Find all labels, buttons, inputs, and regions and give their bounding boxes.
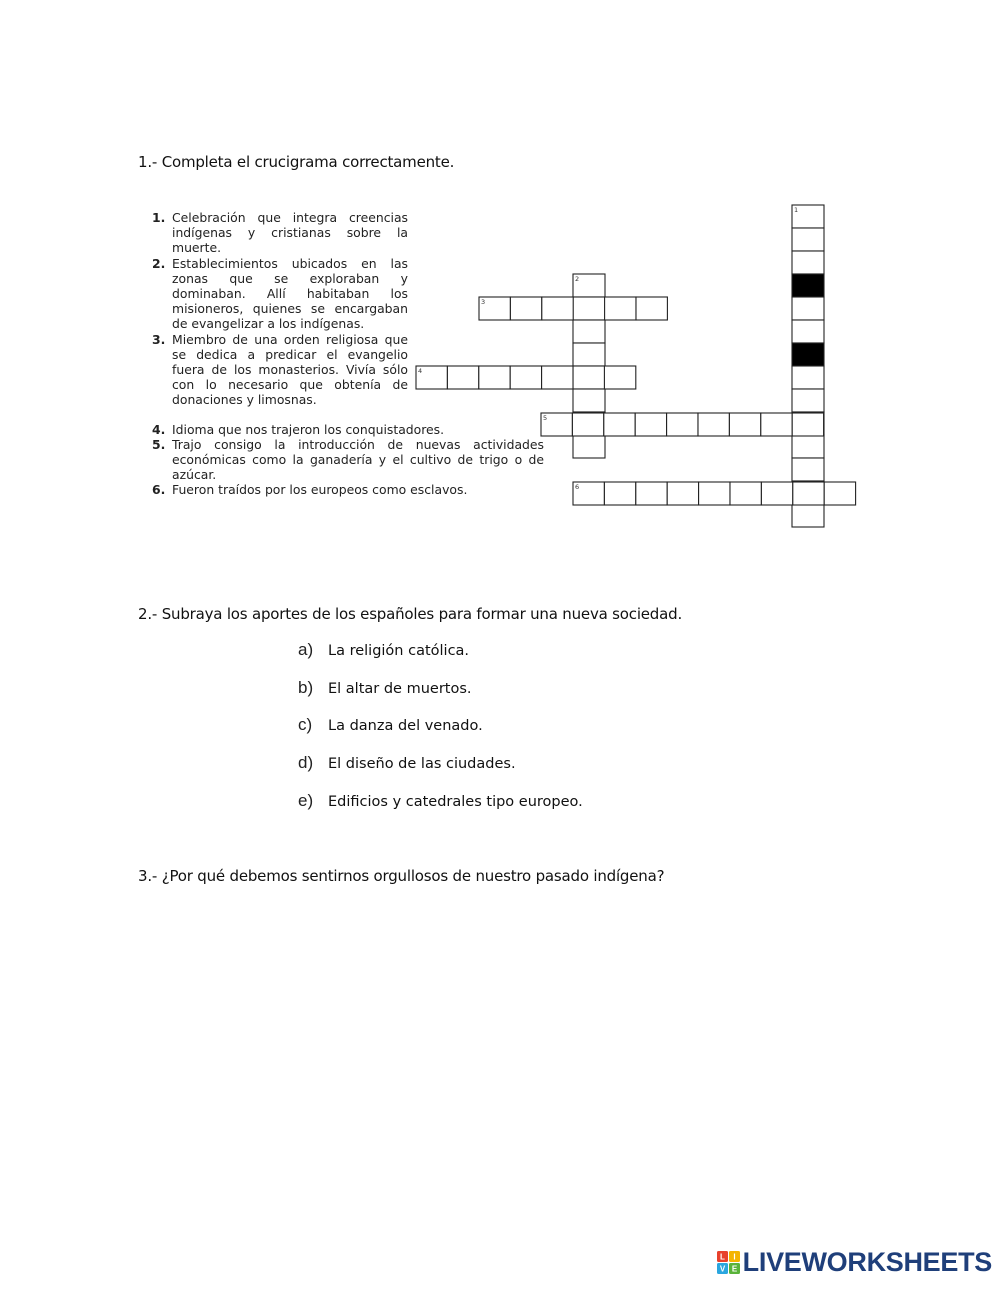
word-5-cell[interactable] (667, 413, 698, 436)
word-1-cell[interactable] (792, 228, 824, 251)
word-3-cell[interactable] (510, 297, 541, 320)
logo-letter: E (731, 1264, 737, 1273)
word-1-cell[interactable] (792, 366, 824, 389)
word-5-cell[interactable] (635, 413, 666, 436)
word-6-cell[interactable] (636, 482, 667, 505)
logo-letter: L (719, 1252, 725, 1261)
option-letter: b) (298, 677, 314, 697)
clue-number: 3. (152, 331, 166, 347)
option-b[interactable] (298, 678, 583, 716)
clue-text: Trajo consigo la introducción de nuevas actividades económicas como la ganadería y el cultivo de trigo o de azúcar. (172, 436, 544, 483)
word-6-cell[interactable] (730, 482, 761, 505)
crossword-number-3: 3 (481, 298, 486, 306)
crossword-number-1: 1 (794, 206, 799, 214)
word-1-cell[interactable] (792, 297, 824, 320)
crossword-number-4: 4 (418, 367, 423, 375)
crossword-number-5: 5 (543, 414, 548, 422)
clue-text: Miembro de una orden religiosa que se dedica a predicar el evangelio fuera de los monasterios. Vivía sólo con lo necesario que obtenía de donaciones y limosnas. (172, 331, 408, 408)
option-letter: c) (298, 715, 313, 735)
word-4-cell[interactable] (479, 366, 510, 389)
word-5-cell[interactable] (729, 413, 760, 436)
word-6-cell[interactable] (667, 482, 698, 505)
question-2-heading: 2.- Subraya los aportes de los españoles para formar una nueva sociedad. (138, 605, 683, 623)
clue-text: Establecimientos ubicados en las zonas que se exploraban y dominaban. Allí habitaban los misioneros, quienes se encargaban de evangelizar a los indígenas. (172, 255, 408, 332)
option-e[interactable] (298, 791, 583, 829)
clue-number: 1. (152, 210, 166, 225)
word-5-cell[interactable] (698, 413, 729, 436)
option-text[interactable]: Edificios y catedrales tipo europeo. (328, 793, 583, 810)
word-4-cell[interactable] (604, 366, 635, 389)
word-4-cell[interactable] (447, 366, 478, 389)
logo-letter: V (719, 1264, 725, 1273)
option-letter: e) (298, 790, 314, 810)
word-2-cell[interactable] (573, 366, 605, 389)
option-d[interactable] (298, 753, 583, 791)
word-5-cell[interactable] (761, 413, 792, 436)
logo-letter: I (733, 1252, 736, 1261)
clue-number: 5. (152, 436, 166, 452)
option-text[interactable]: El altar de muertos. (328, 680, 472, 697)
word-3-cell[interactable] (605, 297, 636, 320)
clue-number: 2. (152, 255, 166, 271)
word-2-cell[interactable] (573, 297, 605, 320)
question-3-heading: 3.- ¿Por qué debemos sentirnos orgullosos de nuestro pasado indígena? (138, 867, 665, 885)
clue-text: Celebración que integra creencias indígenas y cristianas sobre la muerte. (172, 210, 408, 256)
word-5-cell[interactable] (604, 413, 635, 436)
word-1-cell[interactable] (792, 320, 824, 343)
answer-options (298, 640, 583, 828)
word-4-cell[interactable] (510, 366, 541, 389)
clue-number: 6. (152, 482, 166, 498)
option-letter: a) (298, 640, 314, 659)
liveworksheets-logo (717, 1247, 992, 1278)
option-a[interactable] (298, 640, 583, 678)
word-2-cell[interactable] (573, 320, 605, 343)
word-3-cell[interactable] (636, 297, 667, 320)
crossword-black-cell (792, 274, 824, 297)
clue-text: Idioma que nos trajeron los conquistadores. (172, 421, 445, 437)
option-letter: d) (298, 753, 314, 773)
clue-number: 4. (152, 421, 166, 437)
crossword-black-cell (792, 343, 824, 366)
word-2-cell[interactable] (573, 389, 605, 412)
word-1-cell[interactable] (792, 458, 824, 481)
logo-mark-icon (717, 1251, 741, 1275)
word-6-cell[interactable] (793, 482, 824, 505)
option-text[interactable]: El diseño de las ciudades. (328, 756, 516, 773)
crossword-number-2: 2 (575, 275, 580, 283)
word-1-cell[interactable] (792, 504, 824, 527)
word-5-cell[interactable] (792, 413, 823, 436)
word-6-cell[interactable] (824, 482, 855, 505)
word-2-cell[interactable] (573, 435, 605, 458)
word-1-cell[interactable] (792, 435, 824, 458)
option-text[interactable]: La religión católica. (328, 643, 470, 659)
word-1-cell[interactable] (792, 389, 824, 412)
word-2-cell[interactable] (573, 343, 605, 366)
crossword-grid (0, 0, 1000, 600)
word-6-cell[interactable] (761, 482, 792, 505)
option-text[interactable]: La danza del venado. (328, 718, 483, 735)
question-1-heading: 1.- Completa el crucigrama correctamente. (138, 153, 455, 171)
crossword-number-6: 6 (575, 483, 580, 491)
logo-text: LIVEWORKSHEETS (742, 1247, 992, 1277)
word-5-cell[interactable] (572, 413, 603, 436)
word-6-cell[interactable] (604, 482, 635, 505)
word-6-cell[interactable] (699, 482, 730, 505)
word-3-cell[interactable] (542, 297, 573, 320)
word-4-cell[interactable] (542, 366, 573, 389)
option-c[interactable] (298, 715, 583, 753)
word-1-cell[interactable] (792, 251, 824, 274)
clue-text: Fueron traídos por los europeos como esclavos. (172, 482, 468, 498)
